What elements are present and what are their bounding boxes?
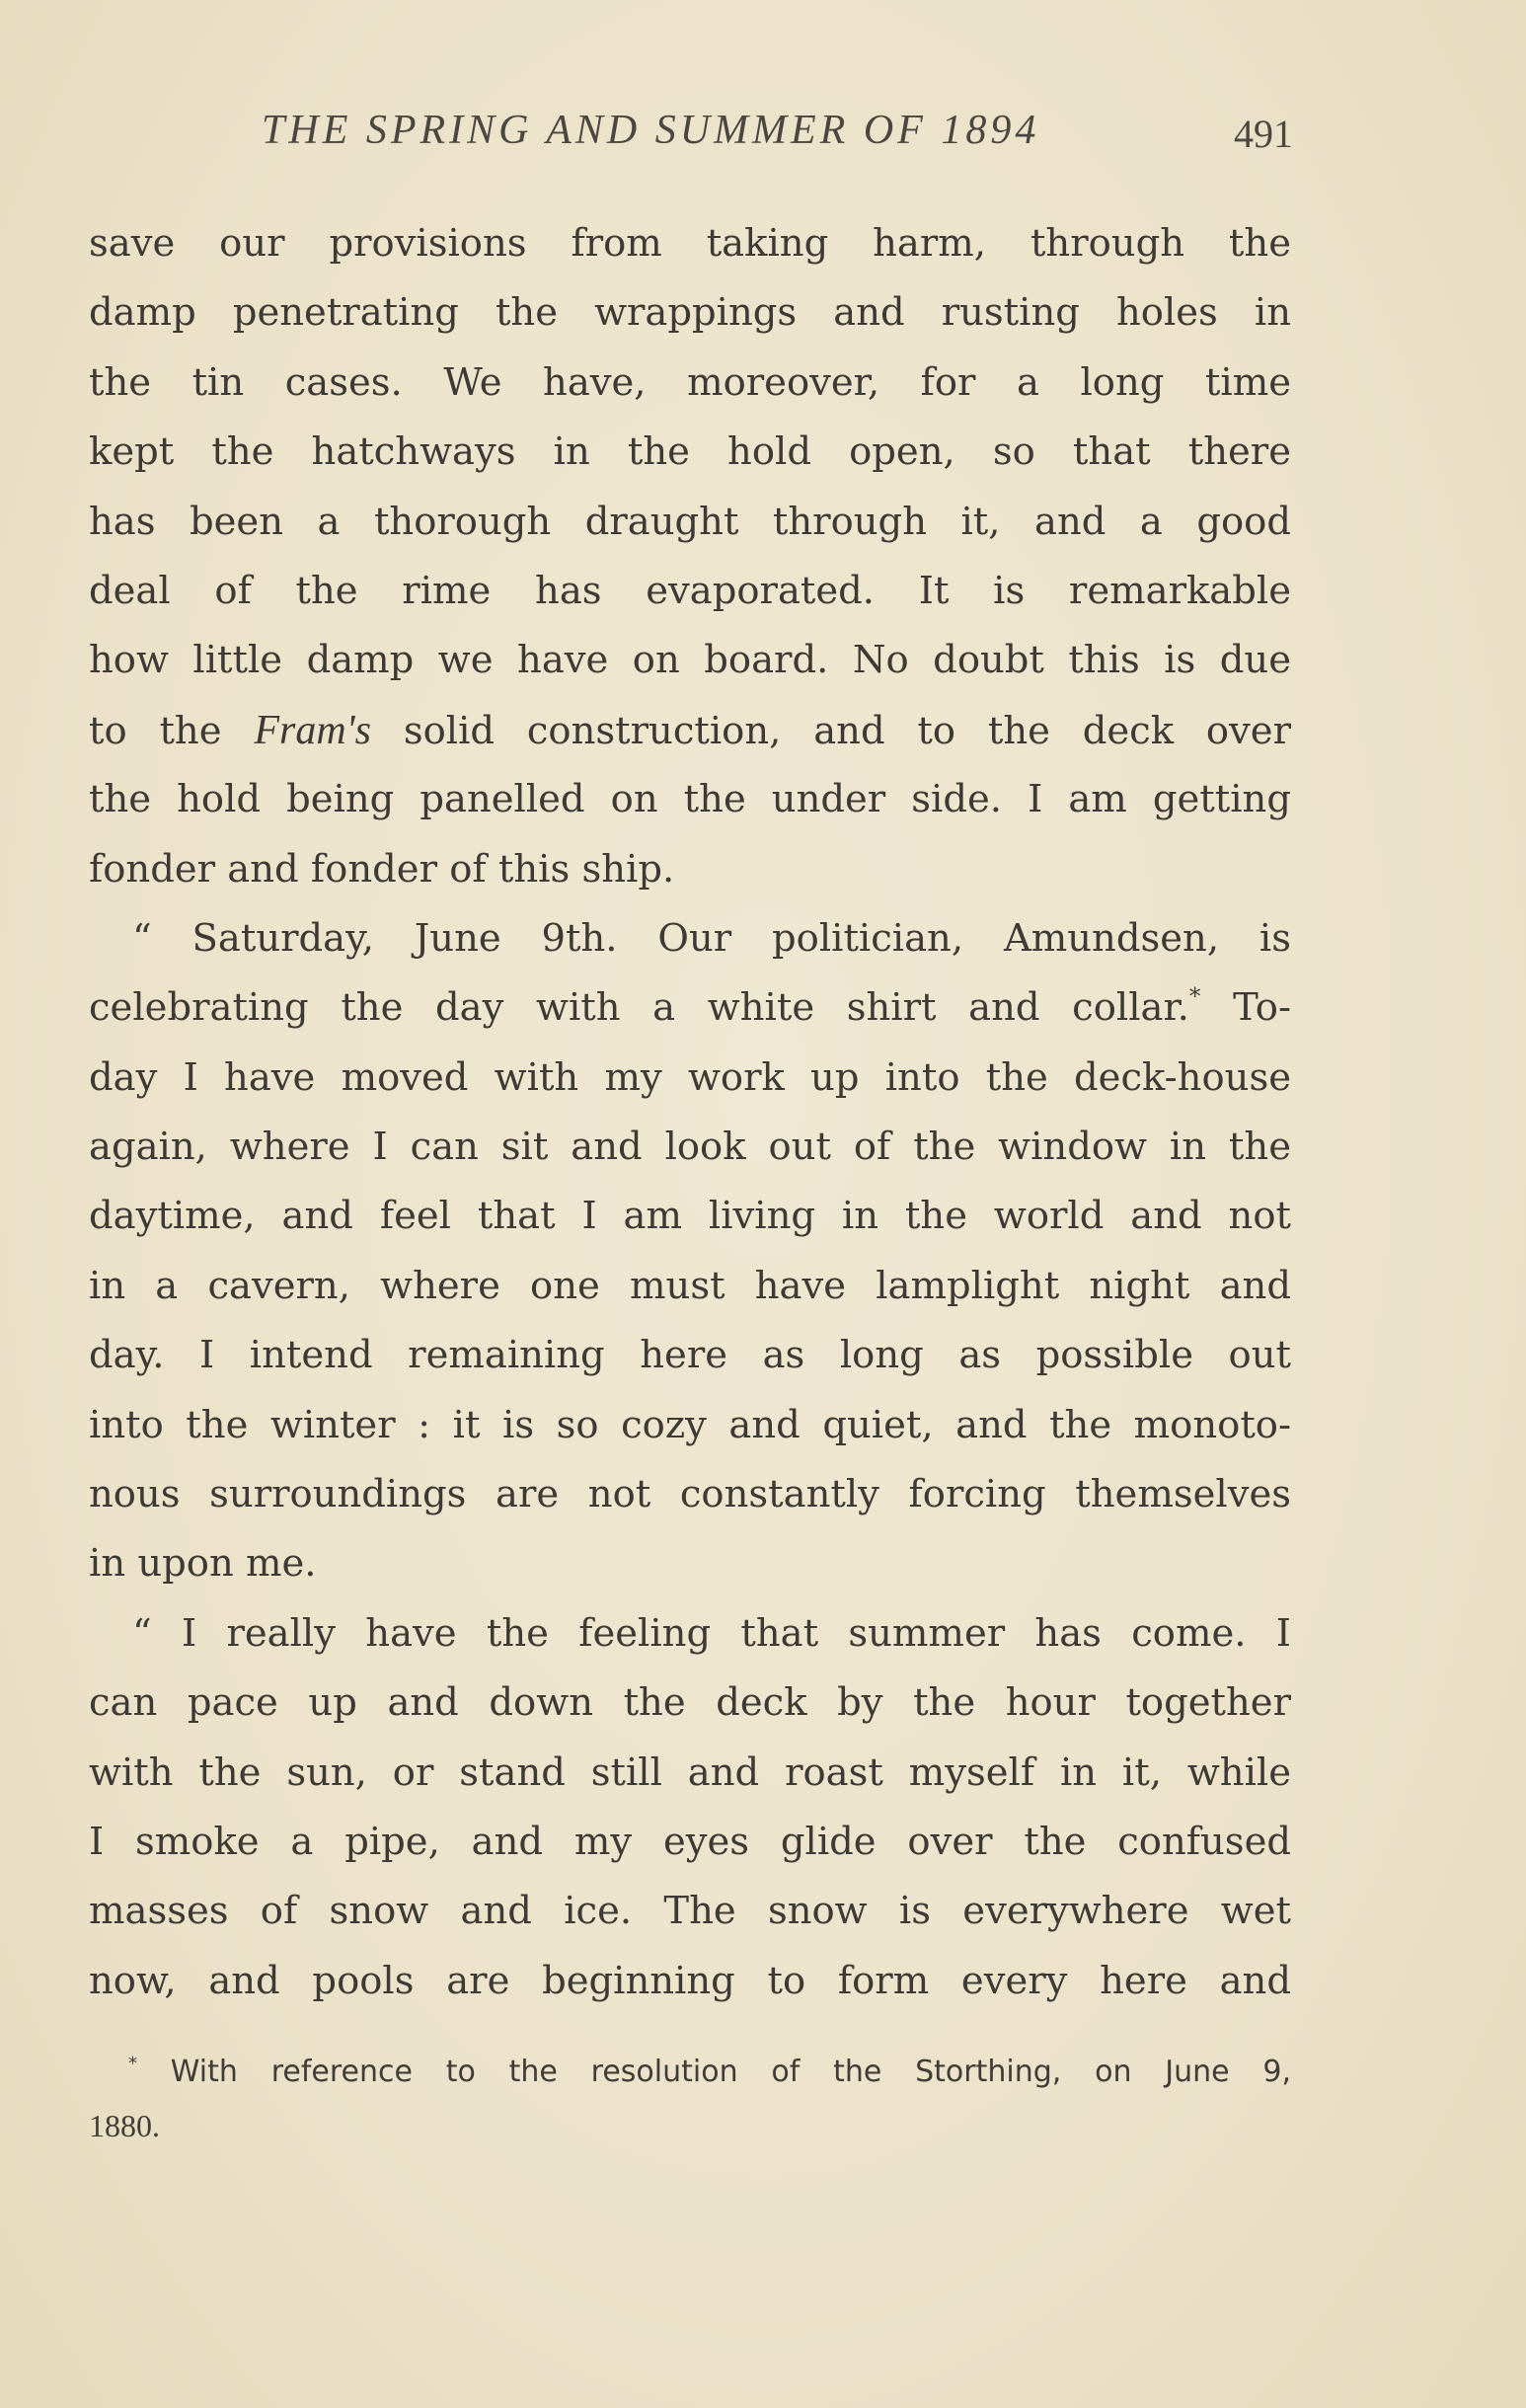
text-line: day. I intend remaining here as long as possible out [89,1333,1291,1378]
line-prefix: to the [89,708,222,753]
text-line: kept the hatchways in the hold open, so that there [89,429,1291,475]
text-line: nous surroundings are not constantly forcing themselves [89,1472,1291,1517]
running-title: THE SPRING AND SUMMER OF 1894 [262,108,1040,153]
ship-name: Fram's [254,707,372,753]
text-line: with the sun, or stand still and roast myself in it, while [89,1749,1291,1795]
footnote-line: 1880. [89,2108,160,2143]
text-line: the tin cases. We have, moreover, for a long time [89,359,1291,405]
page-number: 491 [1234,112,1293,156]
footnote-line [89,2046,1291,2099]
text-line: now, and pools are beginning to form every here and [89,1958,1291,2003]
text-line: into the winter : it is so cozy and quiet, and the monoto- [89,1402,1291,1447]
footnote [89,2046,1291,2152]
running-head [89,107,1293,166]
text-line: masses of snow and ice. The snow is everywhere wet [89,1889,1291,1934]
text-line: fonder and fonder of this ship. [89,846,675,892]
footnote-mark: * [128,2053,137,2074]
text-line: save our provisions from taking harm, through the [89,221,1291,266]
text-line: deal of the rime has evaporated. It is remarkable [89,568,1291,613]
text-line: “ I really have the feeling that summer has come. I [132,1610,1291,1656]
line-rest: solid construction, and to the deck over [403,708,1291,753]
text-line: has been a thorough draught through it, and a good [89,499,1291,544]
text-line: how little damp we have on board. No doubt this is due [89,638,1291,683]
text-line: damp penetrating the wrappings and rusting holes in [89,290,1291,336]
text-line: day I have moved with my work up into the deck-house [89,1054,1291,1100]
line-text: celebrating the day with a white shirt and collar. [89,985,1189,1031]
body-text [89,209,1291,2016]
text-line: in a cavern, where one must have lamplight night and [89,1263,1291,1308]
text-line: again, where I can sit and look out of the window in the [89,1125,1291,1170]
footnote-reference: * [1188,984,1201,1011]
text-line-with-footnote-mark [89,973,1291,1043]
text-line: I smoke a pipe, and my eyes glide over the confused [89,1819,1291,1864]
text-line: “ Saturday, June 9th. Our politician, Amundsen, is [132,915,1291,961]
text-line: in upon me. [89,1541,317,1587]
text-line: can pace up and down the deck by the hour together [89,1680,1291,1726]
text-line: daytime, and feel that I am living in the world and not [89,1194,1291,1239]
footnote-text: With reference to the resolution of the Storthing, on June 9, [170,2055,1291,2089]
line-suffix: To- [1233,985,1291,1031]
text-line: the hold being panelled on the under side. I am getting [89,777,1291,822]
text-line-with-ship-name [89,696,1291,765]
